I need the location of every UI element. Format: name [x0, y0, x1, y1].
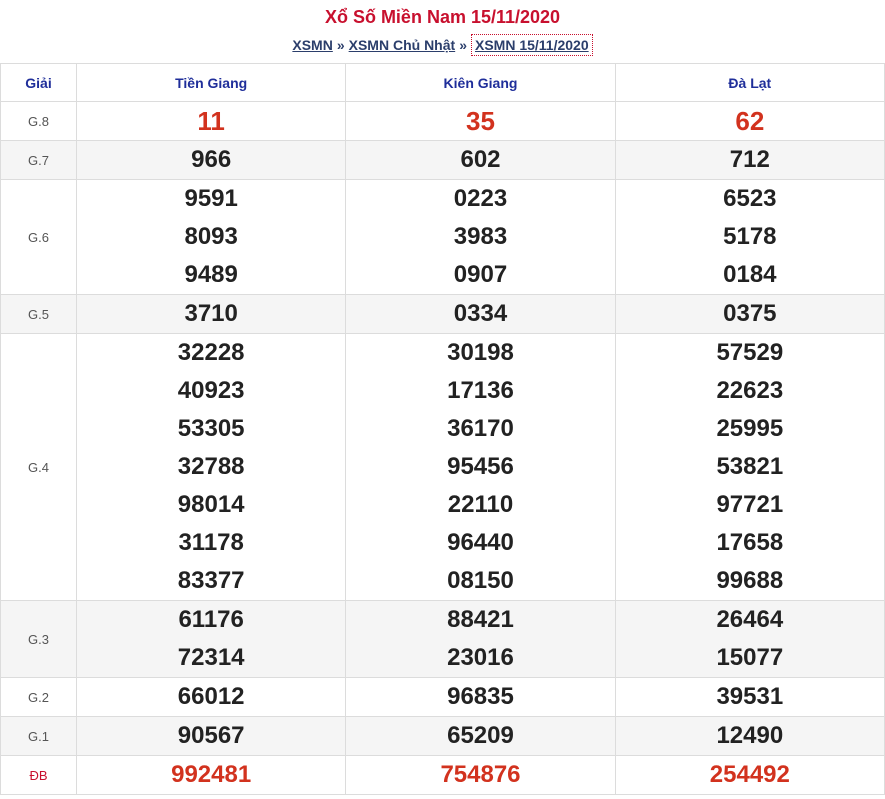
prize-label: ĐB: [1, 756, 77, 795]
result-number: 15077: [716, 644, 784, 671]
result-number: 9489: [184, 261, 238, 288]
prize-label: G.2: [1, 678, 77, 717]
result-number: 0334: [453, 300, 508, 327]
result-cell: [346, 756, 615, 795]
result-number: 22623: [716, 377, 784, 404]
result-number: 36170: [447, 415, 514, 442]
result-cell: [615, 141, 884, 180]
result-number: 88421: [447, 606, 514, 633]
result-number: 30198: [447, 339, 514, 366]
result-cell: [77, 180, 346, 295]
prize-row: [1, 717, 885, 756]
result-cell: [77, 717, 346, 756]
result-number: 95456: [447, 453, 514, 480]
result-number: 66012: [177, 683, 245, 710]
results-table: [0, 63, 885, 795]
result-number: 9591: [184, 185, 238, 212]
result-cell: [346, 601, 615, 678]
result-number: 72314: [177, 644, 245, 671]
result-number: 3710: [184, 300, 238, 327]
result-number: 83377: [177, 567, 245, 594]
result-cell: [77, 678, 346, 717]
result-number: 32788: [177, 453, 245, 480]
result-cell: [77, 141, 346, 180]
result-number: 90567: [177, 722, 245, 749]
prize-label: G.6: [1, 180, 77, 295]
result-number: 12490: [716, 722, 784, 749]
result-number: 966: [191, 146, 232, 173]
result-number: 40923: [177, 377, 245, 404]
result-cell: [77, 601, 346, 678]
prize-label: G.8: [1, 102, 77, 141]
column-header-da-lat: Đà Lạt: [615, 64, 884, 102]
result-cell: [615, 334, 884, 601]
page-title: Xổ Số Miền Nam 15/11/2020: [324, 7, 561, 27]
result-cell: [615, 295, 884, 334]
prize-row: [1, 678, 885, 717]
result-number: 26464: [716, 606, 784, 633]
result-cell: [346, 102, 615, 141]
breadcrumb-link-xsmn[interactable]: XSMN: [292, 37, 333, 53]
prize-row: [1, 601, 885, 678]
column-header-tien-giang: Tiền Giang: [77, 64, 346, 102]
result-number: 992481: [171, 761, 252, 788]
result-cell: [77, 295, 346, 334]
result-number: 97721: [716, 491, 784, 518]
prize-label: G.5: [1, 295, 77, 334]
prize-label: G.4: [1, 334, 77, 601]
result-number: 17658: [716, 529, 784, 556]
result-cell: [615, 601, 884, 678]
column-header-kien-giang: Kiên Giang: [346, 64, 615, 102]
result-number: 35: [466, 106, 495, 136]
breadcrumb-link-current-date[interactable]: XSMN 15/11/2020: [471, 34, 593, 56]
result-number: 96835: [447, 683, 514, 710]
result-number: 61176: [178, 606, 244, 633]
prize-row: [1, 141, 885, 180]
result-cell: [346, 180, 615, 295]
column-header-prize: Giải: [1, 64, 77, 102]
result-number: 754876: [440, 761, 521, 788]
result-cell: [346, 295, 615, 334]
result-number: 62: [735, 106, 765, 136]
result-number: 712: [729, 146, 770, 173]
result-cell: [346, 334, 615, 601]
result-number: 0184: [723, 261, 777, 288]
table-header-row: [1, 64, 885, 102]
prize-label: G.1: [1, 717, 77, 756]
prize-row: [1, 334, 885, 601]
result-number: 254492: [709, 761, 790, 788]
prize-row: [1, 102, 885, 141]
result-number: 5178: [723, 223, 777, 250]
result-cell: [615, 102, 884, 141]
result-cell: [77, 334, 346, 601]
breadcrumb-link-xsmn-chu-nhat[interactable]: XSMN Chủ Nhật: [348, 37, 456, 53]
result-number: 57529: [716, 339, 784, 366]
result-number: 0375: [723, 300, 777, 327]
results-body: [1, 102, 885, 795]
result-number: 99688: [716, 567, 784, 594]
result-cell: [346, 141, 615, 180]
breadcrumb: [0, 34, 885, 56]
result-number: 23016: [447, 644, 514, 671]
result-number: 53305: [177, 415, 245, 442]
prize-row: [1, 756, 885, 795]
prize-label: G.7: [1, 141, 77, 180]
result-number: 0907: [453, 261, 508, 288]
result-cell: [77, 102, 346, 141]
result-number: 98014: [177, 491, 245, 518]
result-cell: [615, 678, 884, 717]
result-cell: [615, 180, 884, 295]
result-cell: [77, 756, 346, 795]
result-number: 53821: [716, 453, 784, 480]
result-number: 65209: [447, 722, 514, 749]
result-number: 17136: [447, 377, 514, 404]
result-number: 08150: [447, 567, 514, 594]
result-number: 6523: [723, 185, 777, 212]
breadcrumb-separator: »: [336, 37, 345, 53]
prize-row: [1, 180, 885, 295]
result-number: 602: [460, 146, 501, 173]
result-cell: [615, 756, 884, 795]
result-cell: [346, 717, 615, 756]
result-number: 8093: [184, 223, 238, 250]
result-number: 25995: [716, 415, 784, 442]
result-number: 31178: [178, 529, 244, 556]
result-number: 11: [197, 106, 225, 136]
page-header: [0, 0, 885, 63]
result-cell: [615, 717, 884, 756]
prize-label: G.3: [1, 601, 77, 678]
result-number: 0223: [453, 185, 508, 212]
result-number: 96440: [447, 529, 514, 556]
prize-row: [1, 295, 885, 334]
result-number: 22110: [447, 491, 514, 518]
breadcrumb-separator: »: [459, 37, 467, 53]
result-number: 39531: [716, 683, 784, 710]
result-number: 32228: [177, 339, 245, 366]
result-number: 3983: [453, 223, 508, 250]
result-cell: [346, 678, 615, 717]
